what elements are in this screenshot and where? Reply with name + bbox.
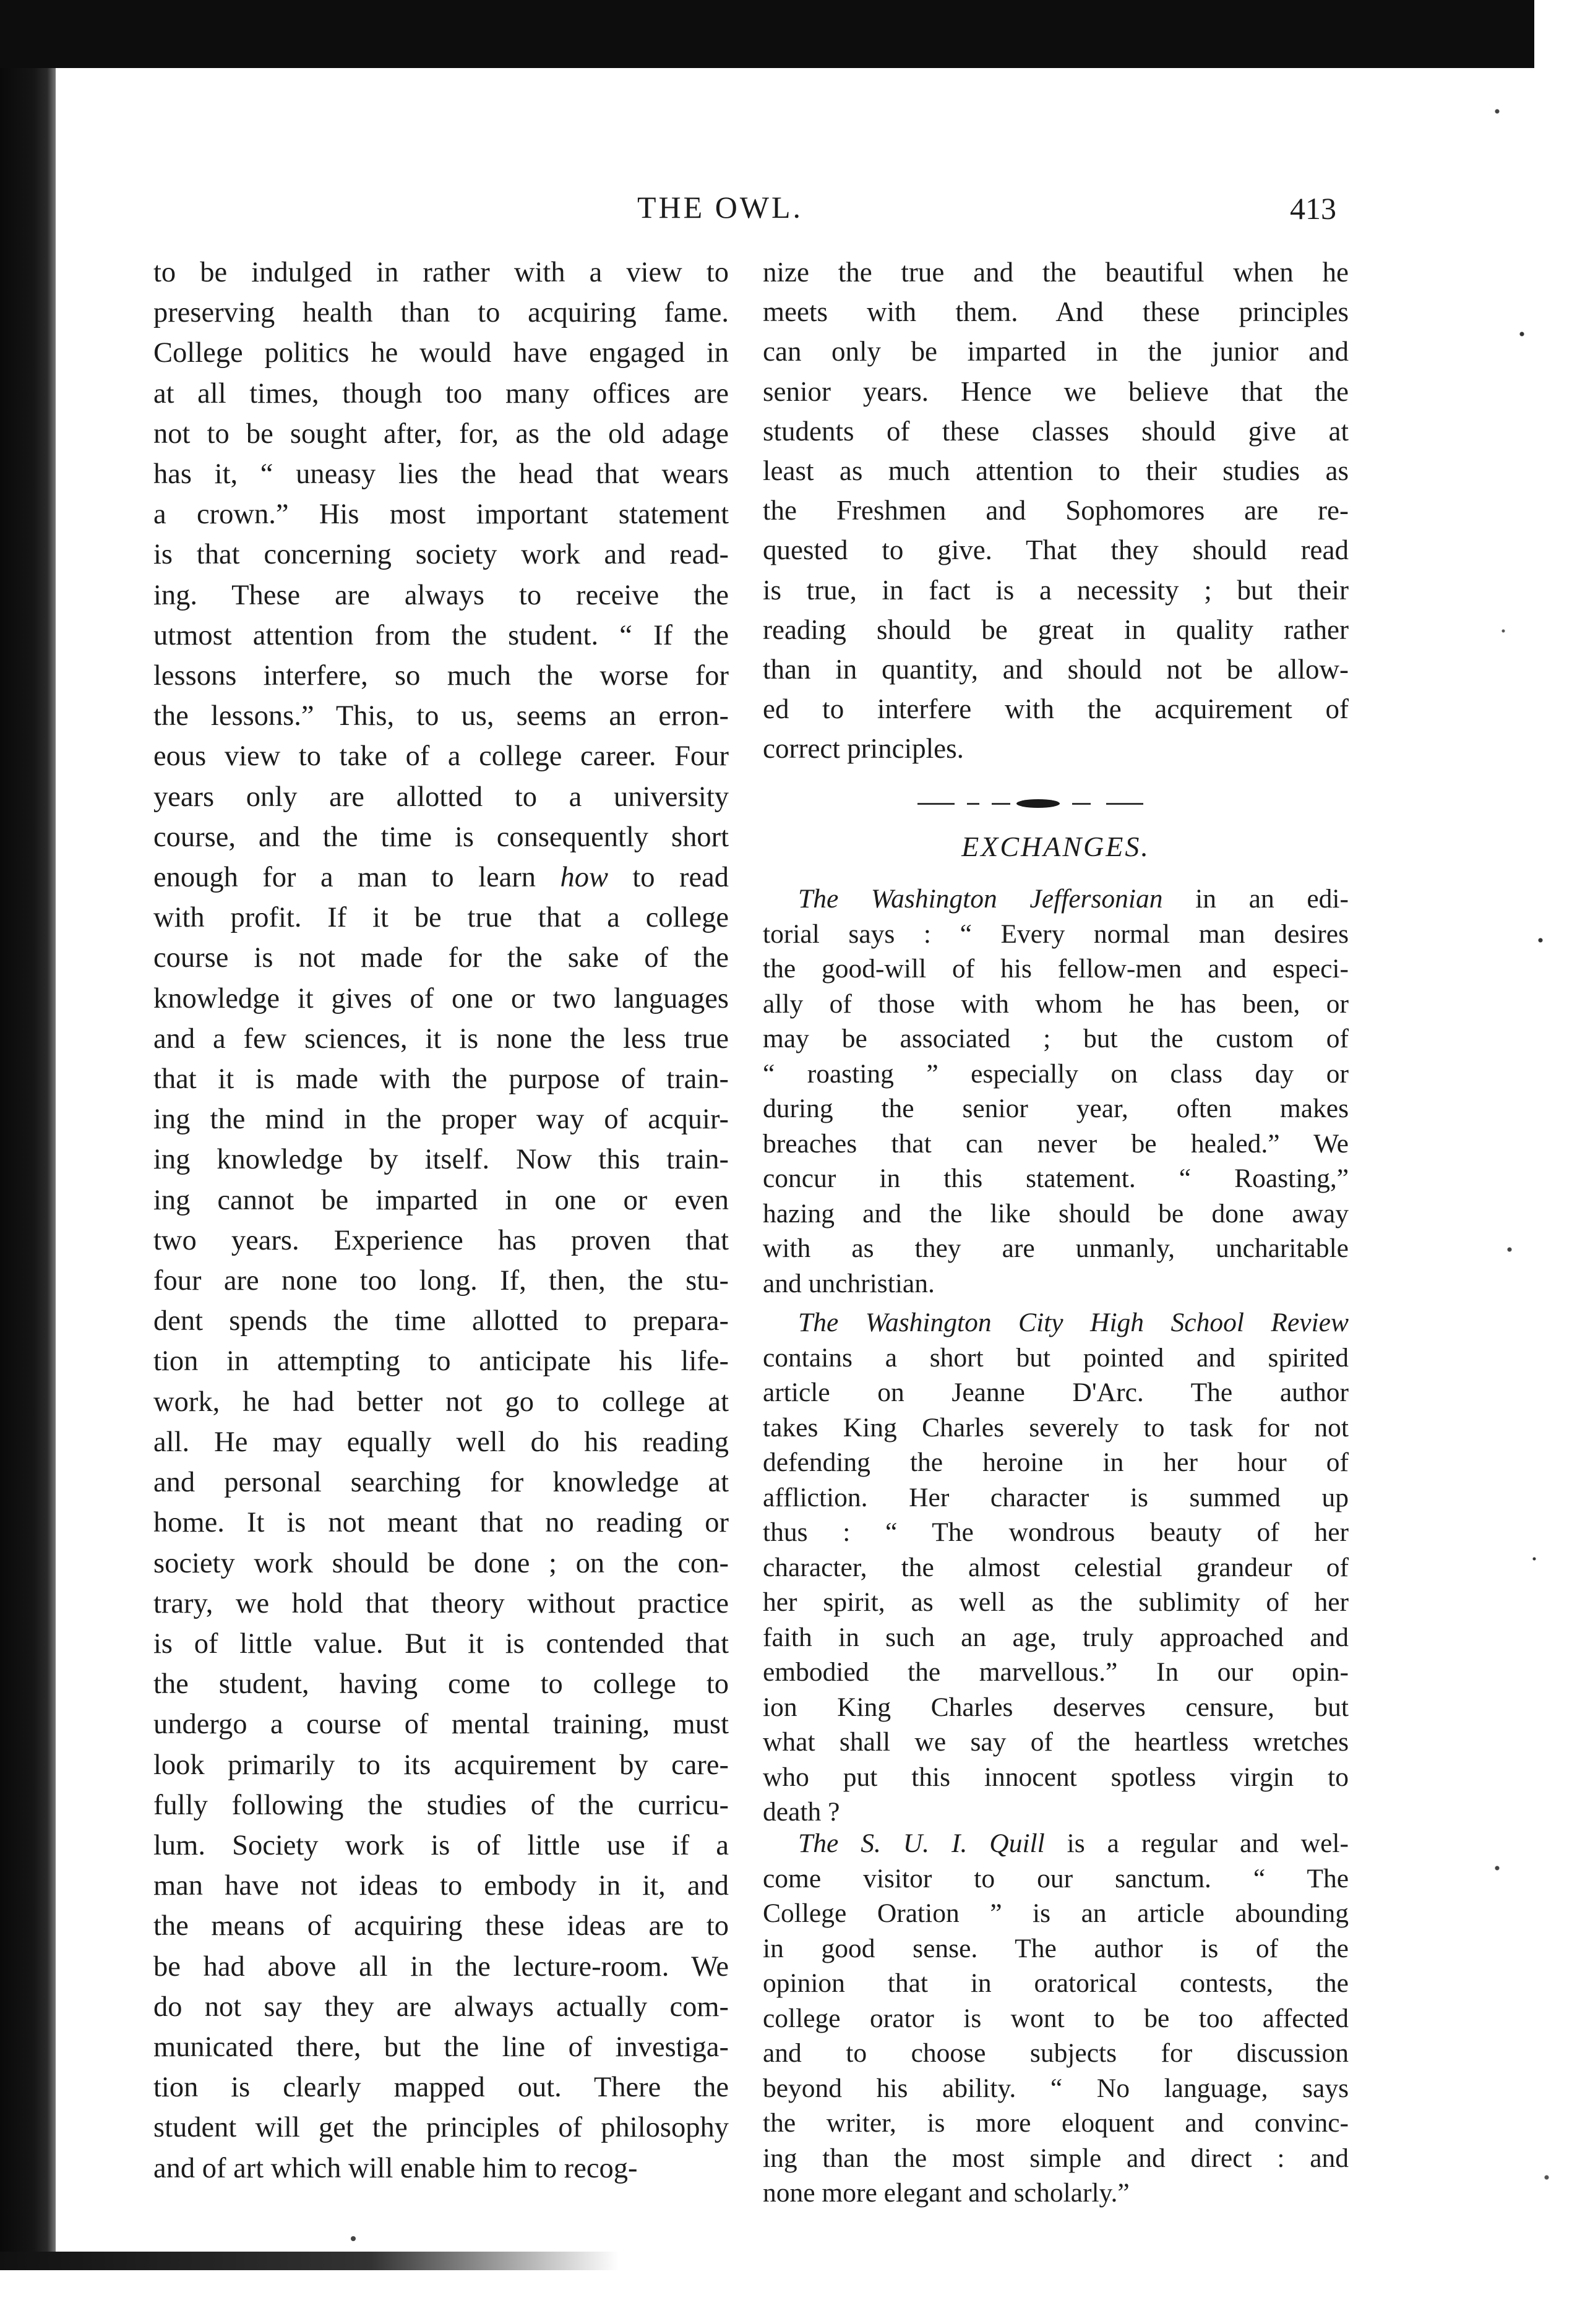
exchange-text-line: breaches that can never be healed.” We <box>763 1128 1349 1159</box>
exchange-text-line: ing than the most simple and direct : and <box>763 2143 1349 2173</box>
body-text-line: and personal searching for knowledge at <box>153 1467 729 1499</box>
exchange-text-line: and unchristian. <box>763 1268 935 1298</box>
exchange-text-line: college orator is wont to be too affected <box>763 2003 1349 2033</box>
exchange-text-line: the writer, is more eloquent and convinc- <box>763 2108 1349 2138</box>
body-text-line: students of these classes should give at <box>763 415 1349 447</box>
exchange-text-line: may be associated ; but the custom of <box>763 1024 1349 1053</box>
exchange-text-line: thus : “ The wondrous beauty of her <box>763 1517 1349 1547</box>
body-text-line: lum. Society work is of little use if a <box>153 1829 729 1861</box>
body-text-line: ing the mind in the proper way of acquir- <box>153 1104 729 1136</box>
body-text-line: ing cannot be imparted in one or even <box>153 1184 729 1216</box>
body-text-line: not to be sought after, for, as the old adage <box>153 418 729 450</box>
body-text-line: work, he had better not go to college at <box>153 1386 729 1418</box>
body-text-line: tion in attempting to anticipate his life- <box>153 1345 729 1378</box>
body-text-line: the Freshmen and Sophomores are re- <box>763 495 1349 526</box>
body-text-line: is true, in fact is a necessity ; but their <box>763 574 1349 606</box>
body-text-line: course, and the time is consequently short <box>153 821 729 853</box>
body-text-line: course is not made for the sake of the <box>153 942 729 974</box>
body-text-line: at all times, though too many offices are <box>153 377 729 409</box>
body-text-line: lessons interfere, so much the worse for <box>153 660 729 692</box>
body-text-line: society work should be done ; on the con- <box>153 1547 729 1579</box>
body-text-line: senior years. Hence we believe that the <box>763 375 1349 407</box>
body-text-line: ing. These are always to receive the <box>153 579 729 611</box>
exchange-text-line: “ roasting ” especially on class day or <box>763 1058 1349 1089</box>
exchange-text-line: beyond his ability. “ No language, says <box>763 2073 1349 2103</box>
body-text-line: fully following the studies of the curricu- <box>153 1789 729 1821</box>
exchange-text-line: who put this innocent spotless virgin to <box>763 1762 1349 1792</box>
exchange-text-line: article on Jeanne D'Arc. The author <box>763 1378 1349 1407</box>
exchange-text-line: The Washington Jeffersonian in an edi- <box>798 884 1349 914</box>
body-text-line: trary, we hold that theory without practice <box>153 1587 729 1619</box>
body-text-line: is that concerning society work and read- <box>153 539 729 571</box>
exchange-paragraph-high-school-review <box>763 1305 1349 1830</box>
exchange-text-line: The S. U. I. Quill is a regular and wel- <box>798 1829 1349 1858</box>
exchange-text-line: torial says : “ Every normal man desires <box>763 919 1349 949</box>
scan-top-border <box>0 0 1534 68</box>
body-text-line: undergo a course of mental training, must <box>153 1709 729 1741</box>
exchange-text-line: in good sense. The author is of the <box>763 1933 1349 1963</box>
exchanges-section-header <box>763 792 1349 863</box>
exchange-text-line: hazing and the like should be done away <box>763 1198 1349 1228</box>
body-text-line: preserving health than to acquiring fame. <box>153 297 729 329</box>
body-text-line: nize the true and the beautiful when he <box>763 257 1349 288</box>
body-text-line: enough for a man to learn how to read <box>153 862 729 894</box>
body-text-line: municated there, but the line of investiga- <box>153 2031 729 2063</box>
body-text-line: quested to give. That they should read <box>763 534 1349 566</box>
body-text-line: dent spends the time allotted to prepara- <box>153 1305 729 1337</box>
body-text-line: has it, “ uneasy lies the head that wears <box>153 458 729 491</box>
exchange-text-line: none more elegant and scholarly.” <box>763 2178 1130 2208</box>
exchange-text-line: her spirit, as well as the sublimity of her <box>763 1587 1349 1617</box>
section-divider-ornament <box>763 792 1349 817</box>
exchange-text-line: defending the heroine in her hour of <box>763 1447 1349 1477</box>
body-text-line: reading should be great in quality rather <box>763 614 1349 645</box>
body-text-line: ed to interfere with the acquirement of <box>763 693 1349 725</box>
body-text-line: the means of acquiring these ideas are to <box>153 1910 729 1942</box>
body-text-line: years only are allotted to a university <box>153 781 729 813</box>
exchange-text-line: opinion that in oratorical contests, the <box>763 1968 1349 1998</box>
body-text-line: be had above all in the lecture-room. We <box>153 1950 729 1983</box>
body-text-line: to be indulged in rather with a view to <box>153 257 729 288</box>
exchange-text-line: takes King Charles severely to task for not <box>763 1412 1349 1443</box>
body-text-line: ing knowledge by itself. Now this train- <box>153 1144 729 1176</box>
exchange-text-line: affliction. Her character is summed up <box>763 1482 1349 1512</box>
body-text-line: all. He may equally well do his reading <box>153 1426 729 1458</box>
body-text-line: two years. Experience has proven that <box>153 1224 729 1256</box>
body-text-line: eous view to take of a college career. Four <box>153 740 729 773</box>
exchange-text-line: what shall we say of the heartless wretches <box>763 1727 1349 1757</box>
exchange-text-line: The Washington City High School Review <box>798 1308 1349 1337</box>
exchange-text-line: come visitor to our sanctum. “ The <box>763 1863 1349 1893</box>
exchange-text-line: ion King Charles deserves censure, but <box>763 1692 1349 1722</box>
exchange-text-line: College Oration ” is an article abounding <box>763 1898 1349 1928</box>
exchange-paragraph-jeffersonian <box>763 881 1349 1301</box>
right-column <box>763 252 1349 769</box>
exchange-text-line: the good-will of his fellow-men and especi- <box>763 954 1349 984</box>
body-text-line: do not say they are always actually com- <box>153 1991 729 2023</box>
body-text-line: least as much attention to their studies as <box>763 455 1349 487</box>
running-head-title: THE OWL. <box>637 190 804 225</box>
page-number: 413 <box>1290 191 1336 226</box>
body-text-line: and a few sciences, it is none the less true <box>153 1023 729 1055</box>
body-text-line: with profit. If it be true that a college <box>153 902 729 934</box>
exchange-text-line: character, the almost celestial grandeur of <box>763 1552 1349 1582</box>
exchanges-heading: EXCHANGES. <box>961 831 1150 862</box>
body-text-line: four are none too long. If, then, the stu- <box>153 1265 729 1297</box>
body-text-line: meets with them. And these principles <box>763 296 1349 328</box>
body-text-line: than in quantity, and should not be allow- <box>763 654 1349 685</box>
exchange-text-line: faith in such an age, truly approached and <box>763 1622 1349 1652</box>
exchange-text-line: embodied the marvellous.” In our opin- <box>763 1657 1349 1687</box>
body-text-line: the student, having come to college to <box>153 1668 729 1700</box>
exchange-text-line: contains a short but pointed and spirited <box>763 1342 1349 1373</box>
body-text-line: look primarily to its acquirement by care- <box>153 1749 729 1781</box>
body-text-line: College politics he would have engaged in <box>153 337 729 369</box>
body-text-line: the lessons.” This, to us, seems an erron- <box>153 700 729 732</box>
body-text-line: man have not ideas to embody in it, and <box>153 1870 729 1902</box>
body-text-line: that it is made with the purpose of train- <box>153 1063 729 1096</box>
body-text-line: can only be imparted in the junior and <box>763 336 1349 367</box>
body-text-line: student will get the principles of philosophy <box>153 2112 729 2144</box>
body-text-line: a crown.” His most important statement <box>153 499 729 531</box>
exchange-text-line: ally of those with whom he has been, or <box>763 988 1349 1019</box>
exchange-text-line: and to choose subjects for discussion <box>763 2038 1349 2068</box>
body-text-line: knowledge it gives of one or two languages <box>153 982 729 1014</box>
left-column <box>153 252 729 2189</box>
body-text-line: correct principles. <box>763 733 964 765</box>
exchange-paragraph-sui-quill <box>763 1826 1349 2211</box>
exchange-text-line: with as they are unmanly, uncharitable <box>763 1233 1349 1263</box>
scan-right-margin-speckles <box>1485 74 1584 2320</box>
body-text-line: is of little value. But it is contended that <box>153 1627 729 1660</box>
scan-bottom-border <box>0 2252 619 2270</box>
exchange-text-line: death ? <box>763 1797 840 1827</box>
body-text-line: tion is clearly mapped out. There the <box>153 2072 729 2104</box>
scan-left-border <box>0 68 56 2270</box>
page-speck <box>351 2236 356 2241</box>
exchange-text-line: during the senior year, often makes <box>763 1094 1349 1123</box>
body-text-line: home. It is not meant that no reading or <box>153 1507 729 1539</box>
exchange-text-line: concur in this statement. “ Roasting,” <box>763 1164 1349 1193</box>
body-text-line: and of art which will enable him to recog- <box>153 2152 638 2184</box>
body-text-line: utmost attention from the student. “ If the <box>153 619 729 651</box>
